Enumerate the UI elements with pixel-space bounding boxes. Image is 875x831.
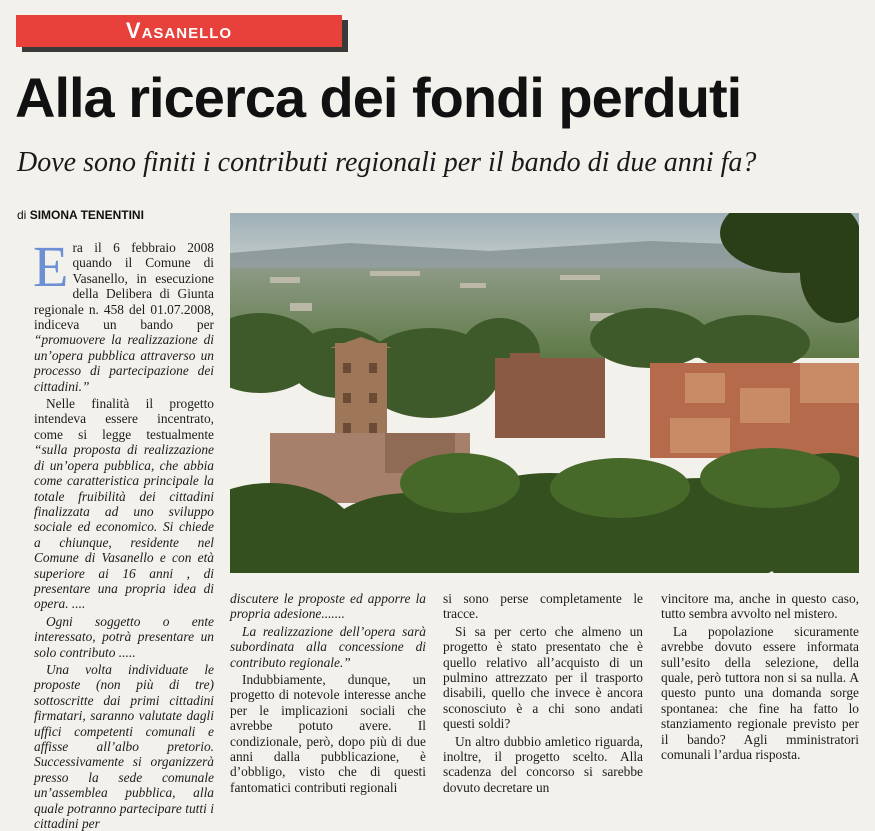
- byline-prefix: di: [17, 208, 27, 222]
- byline-author: SIMONA TENENTINI: [29, 208, 144, 222]
- article-column-1: Era il 6 febbraio 2008 quando il Comune di Vasanello, in esecuzione della Delibera di Giunta regionale n. 458 del 01.07.2008, indiceva un bando per “promuovere la realizzazione di un’opera pubblica attraverso un processo di partecipazione dei cittadini.” Nelle finalità il progetto intendeva essere incentrato, come si legge testualmente “sulla proposta di realizzazione di un’opera pubblica, che abbia come caratteristica principale la totale fruibilità dei cittadini finalizzata ad uno sviluppo sociale ed economico. Si chiede a chiunque, residente nel Comune di Vasanello e con età superiore ai 16 anni , di presentare una propria idea di opera. .... Ogni soggetto o ente interessato, potrà presentare un solo contributo ..... Una volta individuate le proposte (non più di tre) sottoscritte dai primi cittadini firmatari, saranno valutate dagli uffici competenti comunali e affisse all’albo pretorio. Successivamente si organizzerà presso la sede comunale un’assemblea pubblica, alla quale potranno partecipare tutti i cittadini per: [33, 234, 214, 831]
- subheadline: Dove sono finiti i contributi regionali per il bando di due anni fa?: [17, 147, 757, 178]
- article-column-2: discutere le proposte ed apporre la propria adesione....... La realizzazione dell’opera sarà subordinata alla concessione di contributo regionale.” Indubbiamente, dunque, un progetto di notevole interesse anche per le implicazioni sociali che avrebbe potuto avere. Il condizionale, però, dopo più di due anni dalla pubblicazione, è d’obbligo, visto che di questi fantomatici contributi regionali: [230, 591, 426, 795]
- vasanello-landscape-photo: [230, 213, 859, 573]
- section-tag: Vasanello: [16, 15, 342, 47]
- article-column-3: si sono perse completamente le tracce. Si sa per certo che almeno un progetto è stato presentato che è quello relativo all’acquisto di un pulmino attrezzato per il trasporto disabili, quello che invece è ancora sconosciuto è a chi sono andati questi soldi? Un altro dubbio amletico riguarda, inoltre, il progetto scelto. Alla scadenza del concorso si sarebbe dovuto decretare un: [443, 591, 643, 795]
- headline: Alla ricerca dei fondi perduti: [15, 66, 742, 129]
- byline: [17, 208, 144, 222]
- dropcap: E: [33, 234, 69, 299]
- article-column-4: vincitore ma, anche in questo caso, tutto sembra avvolto nel mistero. La popolazione sicuramente avrebbe dovuto essere informata sull’esito della selezione, della quale, però tuttora non si sa nulla. A questo punto una domanda sorge spontanea: che fine ha fatto lo stanziamento regionale previsto per il bando? Agli mministratori comunali l’ardua risposta.: [661, 591, 859, 763]
